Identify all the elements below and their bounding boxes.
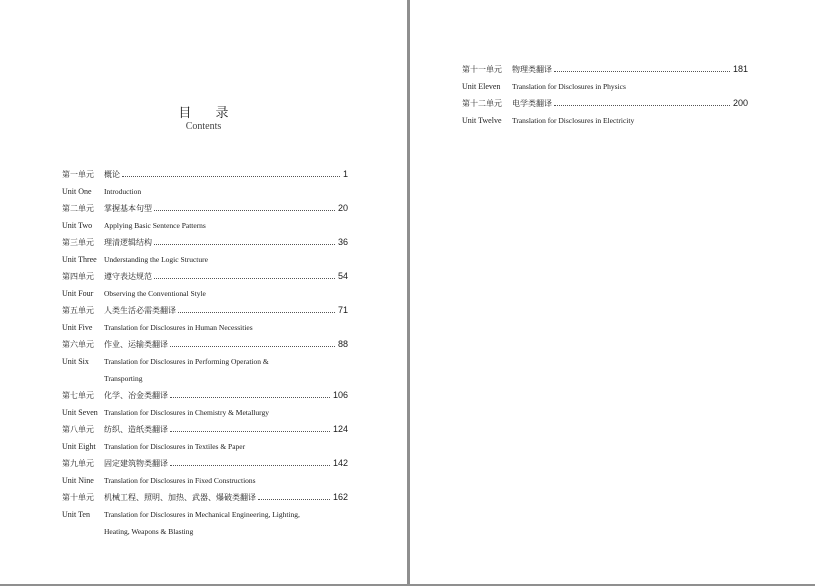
- unit-number-cn: 第六单元: [62, 339, 94, 349]
- unit-title-cn: 物理类翻译: [512, 64, 552, 74]
- leader-dots: [154, 278, 335, 279]
- toc-entry-en: [62, 405, 269, 419]
- unit-number-cn: 第三单元: [62, 237, 94, 247]
- left-page: [0, 0, 407, 584]
- unit-number-cn: 第一单元: [62, 169, 94, 179]
- toc-entry-en: [62, 252, 208, 266]
- unit-number-en: Unit Five: [62, 322, 93, 332]
- toc-entry-en: [62, 371, 142, 385]
- unit-title-en: Applying Basic Sentence Patterns: [104, 220, 206, 230]
- unit-number-en: Unit Eleven: [462, 81, 501, 91]
- leader-dots: [170, 431, 330, 432]
- unit-number-en: Unit Six: [62, 356, 89, 366]
- toc-entry: [62, 167, 348, 181]
- page-number: 124: [332, 424, 348, 434]
- leader-dots: [170, 346, 335, 347]
- unit-number-cn: 第四单元: [62, 271, 94, 281]
- toc-entry: [462, 62, 748, 76]
- unit-number-cn: 第五单元: [62, 305, 94, 315]
- unit-number-en: Unit Four: [62, 288, 94, 298]
- leader-dots: [122, 176, 340, 177]
- unit-title-cn: 掌握基本句型: [104, 203, 152, 213]
- page-number: 200: [732, 98, 748, 108]
- toc-title-cn: 目 录: [178, 106, 239, 121]
- unit-title-cn: 固定建筑物类翻译: [104, 458, 168, 468]
- unit-title-cn: 概论: [104, 169, 120, 179]
- unit-number-cn: 第九单元: [62, 458, 94, 468]
- unit-number-cn: 第二单元: [62, 203, 94, 213]
- page-number: 20: [337, 203, 348, 213]
- toc-entry-en: [62, 218, 206, 232]
- unit-title-cn: 人类生活必需类翻译: [104, 305, 176, 315]
- unit-title-cn: 化学、冶金类翻译: [104, 390, 168, 400]
- toc-entry: [62, 456, 348, 470]
- toc-entry-en: [62, 473, 256, 487]
- unit-title-en: Heating, Weapons & Blasting: [104, 526, 194, 536]
- page-number: 142: [332, 458, 348, 468]
- unit-title-cn: 电学类翻译: [512, 98, 552, 108]
- unit-title-en: Translation for Disclosures in Physics: [512, 81, 626, 91]
- page-number: 181: [732, 64, 748, 74]
- unit-title-cn: 机械工程、照明、加热、武器、爆破类翻译: [104, 492, 256, 502]
- page-number: 106: [332, 390, 348, 400]
- unit-title-en: Translation for Disclosures in Electricity: [512, 115, 635, 125]
- toc-title-en: Contents: [185, 121, 222, 132]
- leader-dots: [554, 71, 730, 72]
- toc-entry-en: [62, 507, 300, 521]
- toc-entry: [62, 490, 348, 504]
- unit-number-en: Unit One: [62, 186, 92, 196]
- unit-title-en: Introduction: [104, 186, 142, 196]
- toc-entry: [62, 235, 348, 249]
- leader-dots: [154, 244, 335, 245]
- toc-entry: [62, 201, 348, 215]
- leader-dots: [178, 312, 335, 313]
- unit-title-en: Translation for Disclosures in Human Necessities: [104, 322, 253, 332]
- toc-entry-en: [62, 354, 269, 368]
- page-number: 88: [337, 339, 348, 349]
- leader-dots: [258, 499, 330, 500]
- unit-number-en: Unit Nine: [62, 475, 94, 485]
- unit-title-cn: 理清逻辑结构: [104, 237, 152, 247]
- unit-number-cn: 第七单元: [62, 390, 94, 400]
- unit-title-en: Translation for Disclosures in Chemistry & Metallurgy: [104, 407, 269, 417]
- unit-number-cn: 第十二单元: [462, 98, 502, 108]
- toc-entry-en: [62, 184, 141, 198]
- leader-dots: [554, 105, 730, 106]
- toc-entry-en: [62, 320, 253, 334]
- toc-entry: [62, 422, 348, 436]
- toc-entry-en: [62, 524, 193, 538]
- unit-number-cn: 第十一单元: [462, 64, 502, 74]
- unit-number-cn: 第十单元: [62, 492, 94, 502]
- leader-dots: [154, 210, 335, 211]
- toc-entry-en: [62, 439, 245, 453]
- page-number: 71: [337, 305, 348, 315]
- unit-title-en: Understanding the Logic Structure: [104, 254, 208, 264]
- unit-title-en: Translation for Disclosures in Mechanical Engineering, Lighting,: [104, 509, 300, 519]
- right-page: [410, 0, 815, 584]
- toc-entry: [62, 337, 348, 351]
- toc-entry: [462, 96, 748, 110]
- toc-entry-en: [462, 79, 626, 93]
- unit-title-cn: 纺织、造纸类翻译: [104, 424, 168, 434]
- unit-number-cn: 第八单元: [62, 424, 94, 434]
- unit-number-en: Unit Two: [62, 220, 93, 230]
- unit-number-en: Unit Three: [62, 254, 97, 264]
- unit-title-en: Translation for Disclosures in Textiles & Paper: [104, 441, 246, 451]
- unit-number-en: Unit Eight: [62, 441, 96, 451]
- leader-dots: [170, 465, 330, 466]
- unit-number-en: Unit Seven: [62, 407, 98, 417]
- unit-title-cn: 作业、运输类翻译: [104, 339, 168, 349]
- unit-number-en: Unit Twelve: [462, 115, 502, 125]
- page-number: 162: [332, 492, 348, 502]
- unit-title-cn: 遵守表达规范: [104, 271, 152, 281]
- unit-title-en: Observing the Conventional Style: [104, 288, 206, 298]
- unit-title-en: Translation for Disclosures in Fixed Constructions: [104, 475, 256, 485]
- page-number: 1: [342, 169, 348, 179]
- unit-number-en: Unit Ten: [62, 509, 90, 519]
- page-number: 54: [337, 271, 348, 281]
- unit-title-en: Transporting: [104, 373, 143, 383]
- unit-title-en: Translation for Disclosures in Performing Operation &: [104, 356, 269, 366]
- toc-entry-en: [462, 113, 634, 127]
- leader-dots: [170, 397, 330, 398]
- page-number: 36: [337, 237, 348, 247]
- toc-entry: [62, 269, 348, 283]
- toc-entry: [62, 388, 348, 402]
- toc-entry: [62, 303, 348, 317]
- toc-entry-en: [62, 286, 206, 300]
